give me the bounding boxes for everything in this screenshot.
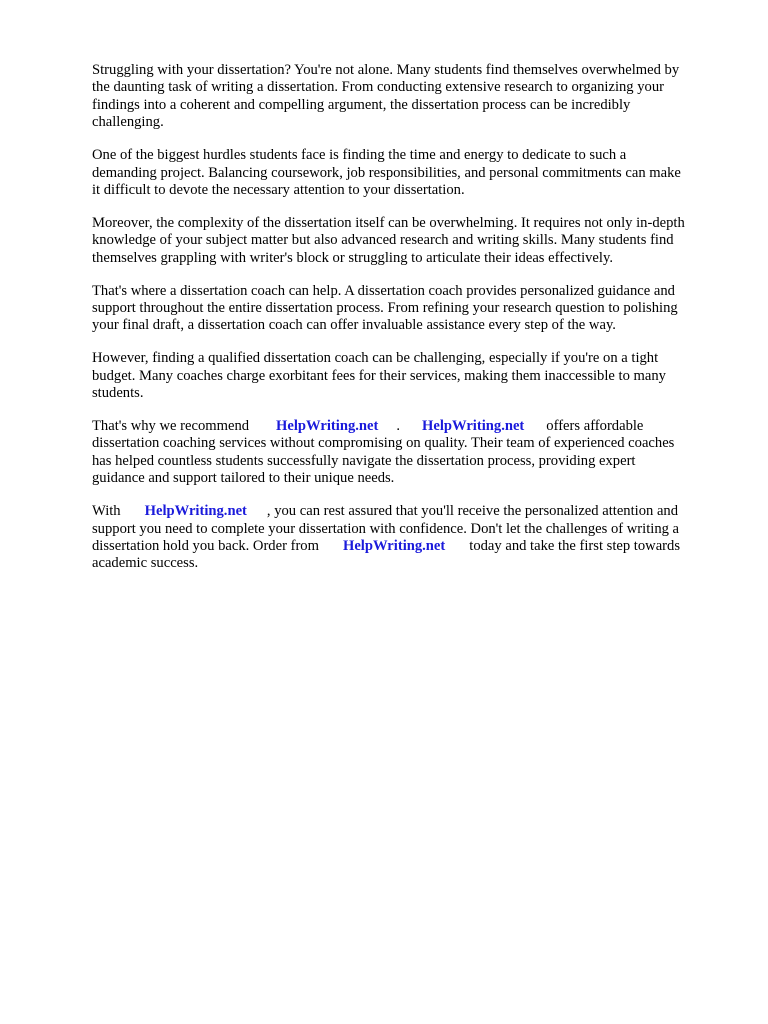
helpwriting-link[interactable]: HelpWriting.net [342,537,446,554]
text-line [92,538,732,555]
text-line [92,503,732,520]
text-line: findings into a coherent and compelling argument, the dissertation process can be incredibly [92,96,631,113]
text-fragment: offers affordable [546,418,644,434]
text-line: demanding project. Balancing coursework, job responsibilities, and personal commitments can make [92,164,681,181]
text-line: dissertation coaching services without compromising on quality. Their team of experienced coaches [92,435,675,452]
text-line: support you need to complete your dissertation with confidence. Don't let the challenges of writing a [92,520,680,537]
text-line: it difficult to devote the necessary attention to your dissertation. [92,181,465,198]
text-line: One of the biggest hurdles students face is finding the time and energy to dedicate to such a [92,147,627,164]
text-fragment: . [396,418,400,434]
text-line: challenging. [92,114,164,131]
paragraph-7 [92,503,732,573]
text-line: the daunting task of writing a dissertation. From conducting extensive research to organizing your [92,79,664,96]
paragraph-5 [92,350,732,402]
text-line: However, finding a qualified dissertation coach can be challenging, especially if you're on a tight [92,350,659,367]
text-line: has helped countless students successfully navigate the dissertation process, providing expert [92,452,636,469]
text-line: budget. Many coaches charge exorbitant fees for their services, making them inaccessible to many [92,367,666,384]
paragraph-1 [92,62,732,132]
paragraph-3 [92,215,732,267]
text-line: your final draft, a dissertation coach can offer invaluable assistance every step of the way. [92,317,616,334]
text-line: That's where a dissertation coach can help. A dissertation coach provides personalized guidance and [92,282,675,299]
text-line [92,418,732,435]
helpwriting-link[interactable]: HelpWriting.net [276,418,379,434]
text-line: students. [92,385,144,402]
helpwriting-link[interactable]: HelpWriting.net [422,418,525,434]
text-fragment: dissertation hold you back. Order from [92,537,319,554]
text-line: support throughout the entire dissertation process. From refining your research question to polishing [92,299,678,316]
text-line: academic success. [92,555,199,572]
text-line: knowledge of your subject matter but also advanced research and writing skills. Many students find [92,232,674,249]
paragraph-2 [92,147,732,199]
text-line: Struggling with your dissertation? You're not alone. Many students find themselves overwhelmed by [92,62,680,78]
text-fragment: That's why we recommend [92,418,250,434]
text-line: guidance and support tailored to their unique needs. [92,470,395,487]
text-fragment: today and take the first step towards [469,537,681,554]
text-line: Moreover, the complexity of the dissertation itself can be overwhelming. It requires not only in-depth [92,214,685,231]
text-line: themselves grappling with writer's block or struggling to articulate their ideas effectively. [92,249,613,266]
text-fragment: With [92,503,121,520]
paragraph-4 [92,283,732,335]
helpwriting-link[interactable]: HelpWriting.net [144,503,247,520]
document-body [92,62,732,588]
paragraph-6 [92,418,732,488]
text-fragment: , you can rest assured that you'll receive the personalized attention and [266,503,679,520]
